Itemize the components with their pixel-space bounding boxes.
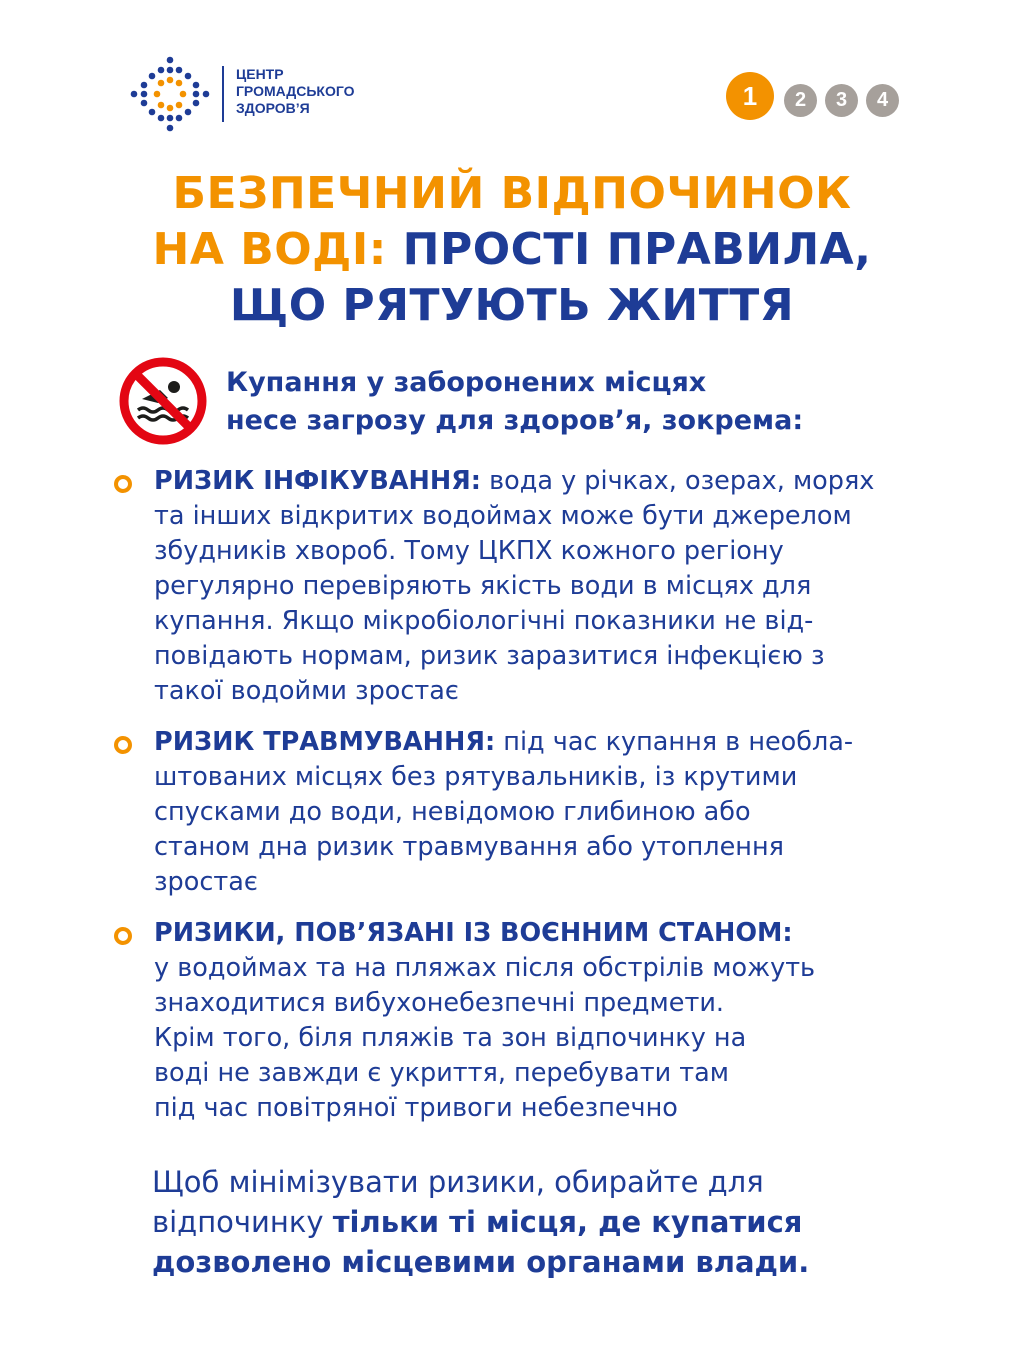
- bullet-icon: [114, 927, 132, 945]
- intro-text: [226, 364, 803, 440]
- title-line-2-orange: НА ВОДІ:: [152, 224, 387, 275]
- bullet-text: під час купання в необла-: [495, 727, 854, 757]
- bullet-text: регулярно перевіряють якість води в місцях для: [154, 571, 812, 601]
- list-item: [114, 916, 934, 1126]
- title-line-3: ЩО РЯТУЮТЬ ЖИТТЯ: [229, 280, 795, 331]
- bullet-text: та інших відкритих водоймах може бути джерелом: [154, 501, 852, 531]
- bullet-text: збудників хвороб. Тому ЦКПХ кожного регіону: [154, 536, 784, 566]
- page-indicator-2: 2: [784, 84, 817, 117]
- bullet-text: спусками до води, невідомою глибиною або: [154, 797, 751, 827]
- closing-line-2-bold: тільки ті місця, де купатися: [332, 1205, 803, 1239]
- page-title: [0, 166, 1024, 334]
- intro-line-2: несе загрозу для здоров’я, зокрема:: [226, 405, 804, 436]
- bullet-icon: [114, 736, 132, 754]
- bullet-text: Крім того, біля пляжів та зон відпочинку на: [154, 1023, 747, 1053]
- bullet-lead: РИЗИК ТРАВМУВАННЯ:: [154, 727, 496, 757]
- dotted-cross-logo-icon: [130, 56, 210, 132]
- bullet-lead: РИЗИК ІНФІКУВАННЯ:: [154, 466, 482, 496]
- bullet-text: станом дна ризик травмування або утоплення: [154, 832, 784, 862]
- closing-line-3: [152, 1242, 809, 1282]
- bullet-text: такої водойми зростає: [154, 676, 459, 706]
- bullet-text: у водоймах та на пляжах після обстрілів можуть: [154, 953, 816, 983]
- logo-line: ГРОМАДСЬКОГО: [236, 83, 355, 99]
- bullet-text: купання. Якщо мікробіологічні показники не від-: [154, 606, 814, 636]
- logo: [130, 56, 210, 132]
- logo-text: [236, 66, 355, 117]
- closing-text: [152, 1162, 809, 1282]
- page-indicator-4: 4: [866, 84, 899, 117]
- bullet-text: знаходитися вибухонебезпечні предмети.: [154, 988, 725, 1018]
- bullet-text: під час повітряної тривоги небезпечно: [154, 1093, 678, 1123]
- logo-line: ЦЕНТР: [236, 66, 284, 82]
- no-swimming-icon: [118, 356, 208, 446]
- no-swimming-sign: [118, 356, 208, 446]
- title-line-2-blue: ПРОСТІ ПРАВИЛА,: [386, 224, 872, 275]
- risk-list: [114, 464, 934, 1142]
- list-item: [114, 464, 934, 709]
- bullet-text: штованих місцях без рятувальників, із крутими: [154, 762, 798, 792]
- bullet-text: повідають нормам, ризик заразитися інфекцією з: [154, 641, 825, 671]
- bullet-text: зростає: [154, 867, 258, 897]
- list-item: [114, 725, 934, 900]
- page-indicator-3: 3: [825, 84, 858, 117]
- intro-line-1: Купання у заборонених місцях: [226, 367, 707, 398]
- bullet-text: воді не завжди є укриття, перебувати там: [154, 1058, 729, 1088]
- logo-divider: [222, 66, 224, 122]
- bullet-lead: РИЗИКИ, ПОВ’ЯЗАНІ ІЗ ВОЄННИМ СТАНОМ:: [154, 918, 793, 948]
- closing-line-1: Щоб мінімізувати ризики, обирайте для: [152, 1165, 764, 1199]
- closing-line-2: [152, 1202, 809, 1242]
- title-line-2: [0, 222, 1024, 278]
- closing-line-2-plain: відпочинку: [152, 1205, 333, 1239]
- logo-line: ЗДОРОВ’Я: [236, 100, 310, 116]
- title-line-1: БЕЗПЕЧНИЙ ВІДПОЧИНОК: [172, 168, 852, 219]
- page-indicator-1: 1: [726, 72, 774, 120]
- closing-line-3-bold: дозволено місцевими органами влади.: [152, 1245, 810, 1279]
- bullet-text: вода у річках, озерах, морях: [481, 466, 875, 496]
- bullet-icon: [114, 475, 132, 493]
